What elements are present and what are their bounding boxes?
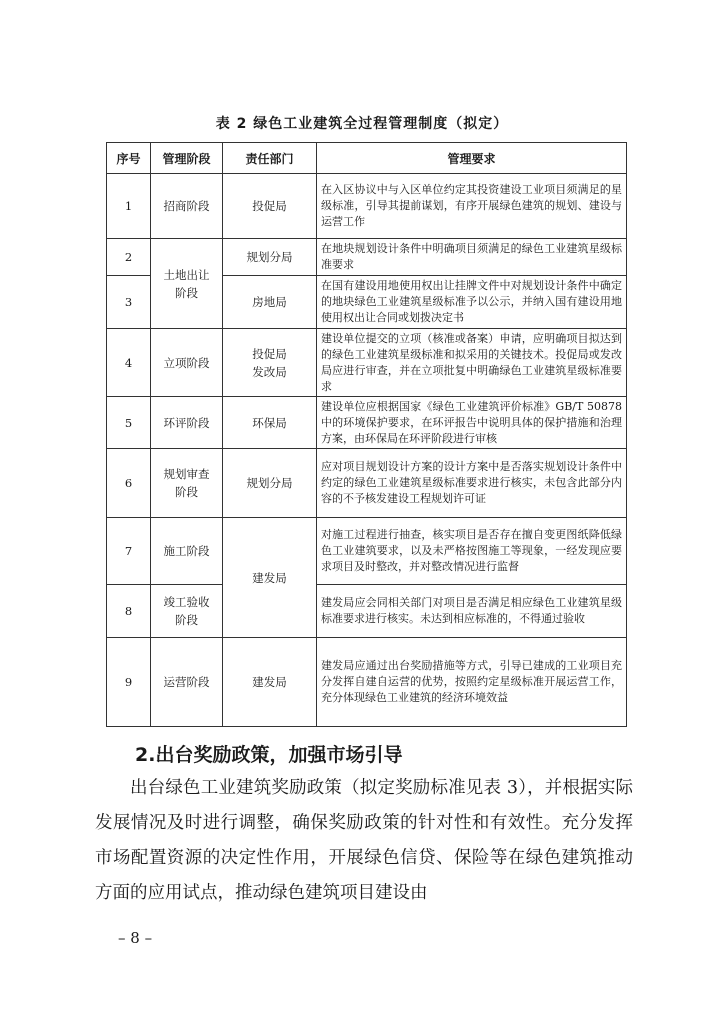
row-dept: 建发局	[223, 518, 317, 638]
row-stage-line: 规划审查	[163, 467, 210, 481]
row-dept: 建发局	[223, 638, 317, 727]
header-req: 管理要求	[317, 143, 627, 174]
table-row	[107, 449, 627, 518]
row-stage	[151, 449, 223, 518]
row-req: 建设单位应根据国家《绿色工业建筑评价标准》GB/T 50878 中的环境保护要求，在环评报告中说明具体的保护措施和治理方案，由环保局在环评阶段进行审核	[317, 397, 627, 449]
row-dept: 规划分局	[223, 239, 317, 276]
table-row	[107, 329, 627, 397]
row-stage: 环评阶段	[151, 397, 223, 449]
row-no: 9	[107, 638, 151, 727]
row-no: 8	[107, 585, 151, 638]
row-no: 7	[107, 518, 151, 585]
row-dept: 房地局	[223, 276, 317, 329]
row-dept: 规划分局	[223, 449, 317, 518]
row-stage: 招商阶段	[151, 174, 223, 239]
table-row	[107, 638, 627, 727]
row-stage: 运营阶段	[151, 638, 223, 727]
row-req: 在地块规划设计条件中明确项目须满足的绿色工业建筑星级标准要求	[317, 239, 627, 276]
row-req: 建发局应会同相关部门对项目是否满足相应绿色工业建筑星级标准要求进行核实。未达到相应标准的，不得通过验收	[317, 585, 627, 638]
table-row	[107, 518, 627, 585]
table-header-row	[107, 143, 627, 174]
row-stage-line: 阶段	[175, 613, 198, 627]
page-number: – 8 –	[118, 929, 153, 947]
row-no: 3	[107, 276, 151, 329]
row-req: 建发局应通过出台奖励措施等方式，引导已建成的工业项目充分发挥自建自运营的优势，按照约定星级标准开展运营工作，充分体现绿色工业建筑的经济环境效益	[317, 638, 627, 727]
row-no: 1	[107, 174, 151, 239]
row-no: 2	[107, 239, 151, 276]
row-no: 6	[107, 449, 151, 518]
table-caption: 表 2 绿色工业建筑全过程管理制度（拟定）	[215, 116, 509, 132]
row-dept-line: 发改局	[252, 364, 287, 379]
section-heading: 2.出台奖励政策，加强市场引导	[135, 744, 403, 766]
row-dept-line: 投促局	[252, 346, 287, 361]
header-stage: 管理阶段	[151, 143, 223, 174]
header-dept: 责任部门	[223, 143, 317, 174]
body-paragraph: 出台绿色工业建筑奖励政策（拟定奖励标准见表 3），并根据实际发展情况及时进行调整，确保奖励政策的针对性和有效性。充分发挥市场配置资源的决定性作用，开展绿色信贷、保险等在绿色建筑推动方面的应用试点，推动绿色建筑项目建设由	[95, 778, 633, 903]
table-row	[107, 397, 627, 449]
row-no: 4	[107, 329, 151, 397]
management-table	[106, 142, 627, 727]
row-stage: 土地出让阶段	[151, 239, 223, 329]
row-stage-line: 阶段	[175, 485, 198, 499]
header-no: 序号	[107, 143, 151, 174]
row-dept	[223, 329, 317, 397]
table-row	[107, 239, 627, 276]
row-req: 建设单位提交的立项（核准或备案）申请，应明确项目拟达到的绿色工业建筑星级标准和拟采用的关键技术。投促局或发改局应进行审查，并在立项批复中明确绿色工业建筑星级标准要求	[317, 329, 627, 397]
row-dept: 投促局	[223, 174, 317, 239]
row-req: 对施工过程进行抽查，核实项目是否存在擅自变更图纸降低绿色工业建筑要求，以及未严格按图施工等现象，一经发现应要求项目及时整改，并对整改情况进行监督	[317, 518, 627, 585]
row-no: 5	[107, 397, 151, 449]
row-req: 应对项目规划设计方案的设计方案中是否落实规划设计条件中约定的绿色工业建筑星级标准要求进行核实，未包含此部分内容的不予核发建设工程规划许可证	[317, 449, 627, 518]
table-row	[107, 174, 627, 239]
row-req: 在国有建设用地使用权出让挂牌文件中对规划设计条件中确定的地块绿色工业建筑星级标准予以公示，并纳入国有建设用地使用权出让合同或划拨决定书	[317, 276, 627, 329]
row-req: 在入区协议中与入区单位约定其投资建设工业项目须满足的星级标准，引导其提前谋划，有序开展绿色建筑的规划、建设与运营工作	[317, 174, 627, 239]
row-stage: 立项阶段	[151, 329, 223, 397]
table-row	[107, 585, 627, 638]
row-stage-line: 竣工验收	[163, 595, 210, 609]
row-dept: 环保局	[223, 397, 317, 449]
row-stage	[151, 585, 223, 638]
row-stage: 施工阶段	[151, 518, 223, 585]
